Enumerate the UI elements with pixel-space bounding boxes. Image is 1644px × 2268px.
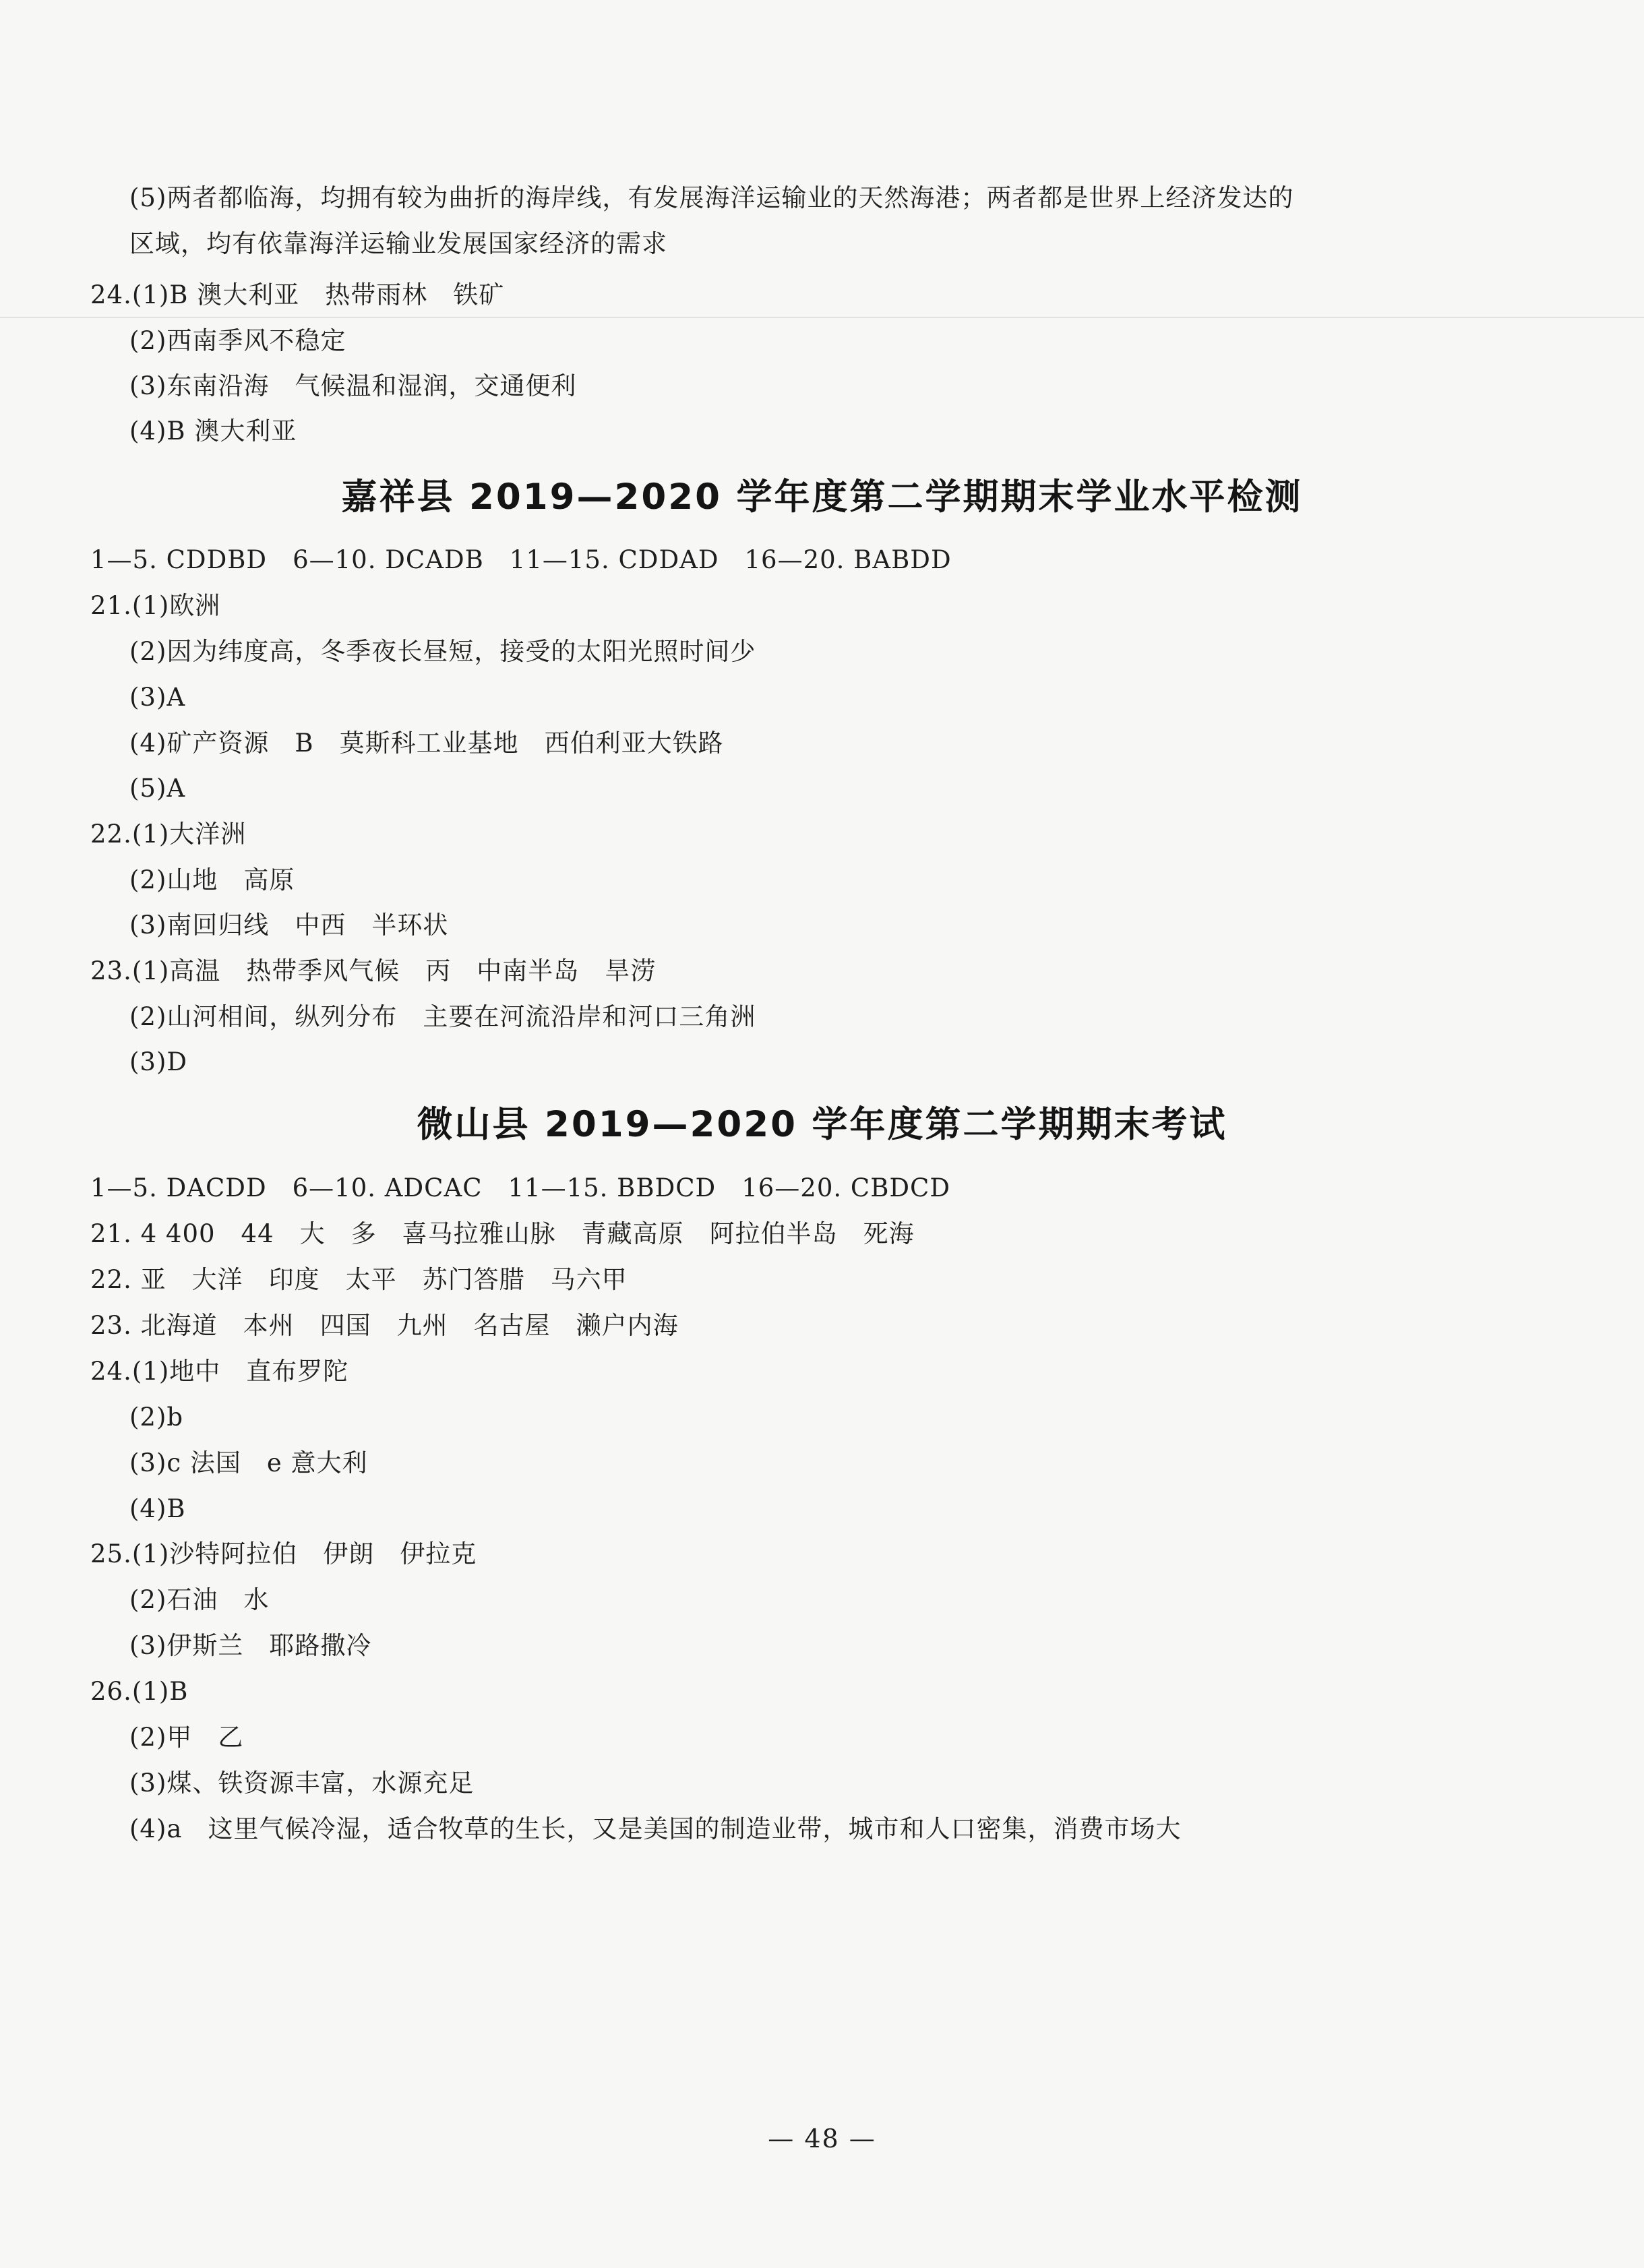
answer-line: (3)南回归线 中西 半环状 [129,911,449,940]
answer-line: (2)西南季风不稳定 [129,326,346,355]
answer-line: (2)石油 水 [129,1585,270,1614]
answer-line: (5)两者都临海，均拥有较为曲折的海岸线，有发展海洋运输业的天然海港；两者都是世界上经济发达的 [129,183,1294,212]
page-number: — 48 — [768,2124,876,2153]
page-fold-line [0,317,1644,318]
answer-line: 23.(1)高温 热带季风气候 丙 中南半岛 旱涝 [90,956,657,985]
answer-line: (4)a 这里气候冷湿，适合牧草的生长，又是美国的制造业带，城市和人口密集，消费市场大 [129,1814,1182,1843]
answer-line: (3)D [129,1047,188,1076]
answer-line: 1—5. DACDD 6—10. ADCAC 11—15. BBDCD 16—20. CBDCD [90,1173,951,1202]
answer-line: (2)山河相间，纵列分布 主要在河流沿岸和河口三角洲 [129,1002,756,1031]
answer-line: (4)矿产资源 B 莫斯科工业基地 西伯利亚大铁路 [129,729,724,758]
section-title-weishan: 微山县 2019—2020 学年度第二学期期末考试 [417,1104,1227,1145]
answer-line: 21. 4 400 44 大 多 喜马拉雅山脉 青藏高原 阿拉伯半岛 死海 [90,1219,915,1248]
answer-line: 区域，均有依靠海洋运输业发展国家经济的需求 [129,229,667,258]
answer-line: (3)伊斯兰 耶路撒冷 [129,1631,372,1660]
answer-line: (3)煤、铁资源丰富，水源充足 [129,1769,475,1798]
answer-line: 1—5. CDDBD 6—10. DCADB 11—15. CDDAD 16—20. BABDD [90,545,952,574]
answer-line: (2)甲 乙 [129,1723,244,1752]
answer-line: 26.(1)B [90,1677,189,1706]
answer-line: (2)山地 高原 [129,865,295,894]
answer-line: (3)东南沿海 气候温和湿润，交通便利 [129,371,577,400]
answer-line: (2)因为纬度高，冬季夜长昼短，接受的太阳光照时间少 [129,637,756,666]
answer-line: 24.(1)B 澳大利亚 热带雨林 铁矿 [90,280,505,309]
section-title-jiaxiang: 嘉祥县 2019—2020 学年度第二学期期末学业水平检测 [341,477,1303,518]
answer-line: 23. 北海道 本州 四国 九州 名古屋 濑户内海 [90,1311,679,1340]
answer-line: (4)B 澳大利亚 [129,417,297,446]
answer-line: 22.(1)大洋洲 [90,820,247,849]
answer-line: 24.(1)地中 直布罗陀 [90,1357,349,1386]
answer-line: (5)A [129,774,186,803]
answer-line: 25.(1)沙特阿拉伯 伊朗 伊拉克 [90,1539,477,1568]
answer-line: (2)b [129,1403,184,1432]
answer-line: 21.(1)欧洲 [90,591,221,620]
answer-line: (4)B [129,1494,186,1523]
answer-line: 22. 亚 大洋 印度 太平 苏门答腊 马六甲 [90,1265,628,1294]
answer-line: (3)c 法国 e 意大利 [129,1448,368,1477]
answer-line: (3)A [129,683,186,712]
